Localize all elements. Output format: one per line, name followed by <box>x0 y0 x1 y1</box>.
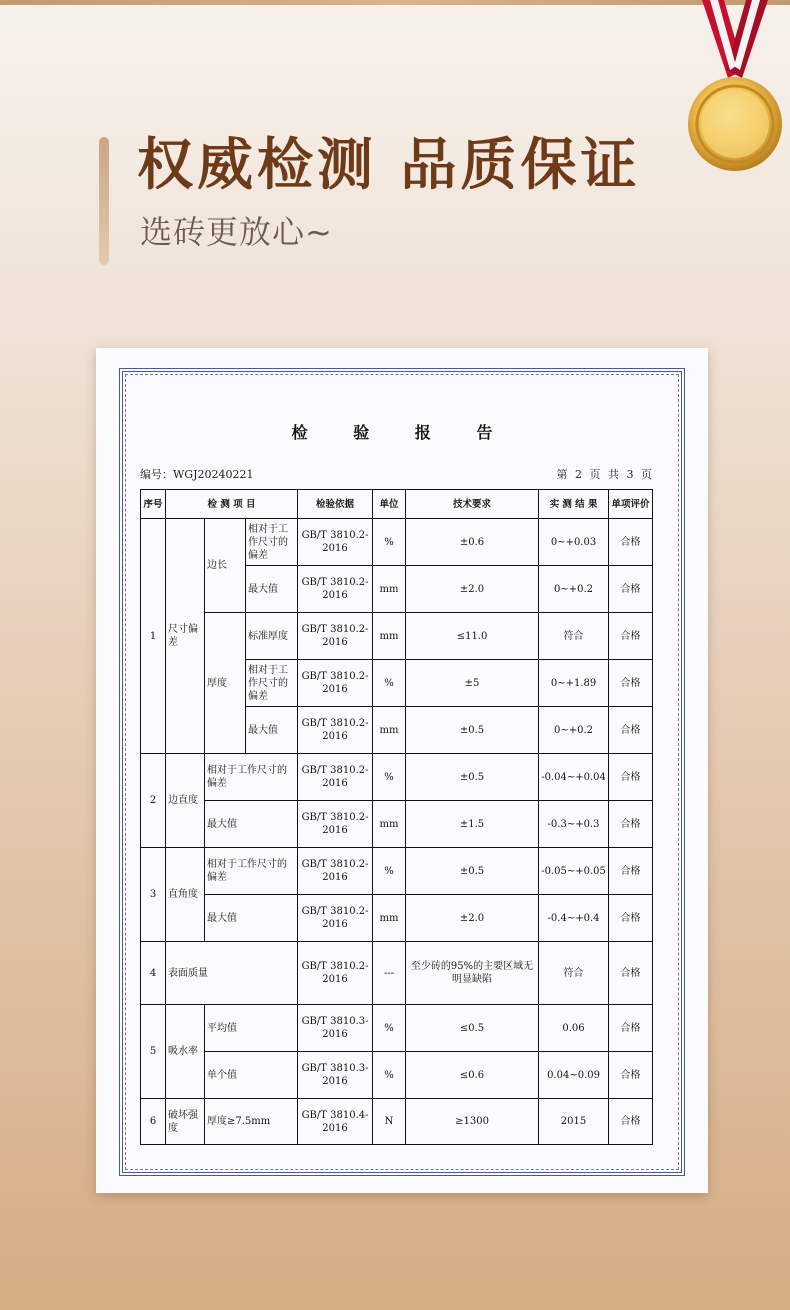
basis-cell: GB/T 3810.2-2016 <box>298 942 373 1005</box>
headline: 权威检测 品质保证 <box>137 133 641 198</box>
group-seq: 6 <box>141 1099 166 1145</box>
result-cell: 0.06 <box>539 1005 609 1052</box>
header-seq: 序号 <box>141 490 166 519</box>
result-cell: 0~+1.89 <box>539 660 609 707</box>
table-row <box>141 1099 653 1145</box>
verdict-cell: 合格 <box>609 566 653 613</box>
basis-cell: GB/T 3810.2-2016 <box>298 895 373 942</box>
unit-cell: % <box>373 1005 406 1052</box>
item-cell: 平均值 <box>205 1005 298 1052</box>
result-cell: -0.05~+0.05 <box>539 848 609 895</box>
requirement-cell: ±2.0 <box>406 566 539 613</box>
verdict-cell: 合格 <box>609 754 653 801</box>
unit-cell: mm <box>373 707 406 754</box>
result-cell: -0.04~+0.04 <box>539 754 609 801</box>
subgroup-name: 厚度 <box>205 613 246 754</box>
top-decor-band <box>0 0 790 5</box>
unit-cell: mm <box>373 895 406 942</box>
requirement-cell: ±0.6 <box>406 519 539 566</box>
requirement-cell: ≤0.6 <box>406 1052 539 1099</box>
table-row <box>141 801 653 848</box>
item-cell: 单个值 <box>205 1052 298 1099</box>
verdict-cell: 合格 <box>609 660 653 707</box>
inspection-report <box>96 348 708 1193</box>
requirement-cell: ±1.5 <box>406 801 539 848</box>
unit-cell: --- <box>373 942 406 1005</box>
header-item: 检 测 项 目 <box>166 490 298 519</box>
unit-cell: % <box>373 848 406 895</box>
table-row <box>141 848 653 895</box>
subgroup-name: 边长 <box>205 519 246 613</box>
result-cell: 2015 <box>539 1099 609 1145</box>
result-cell: 0~+0.03 <box>539 519 609 566</box>
header-requirement: 技术要求 <box>406 490 539 519</box>
item-cell: 相对于工作尺寸的偏差 <box>205 754 298 801</box>
result-cell: -0.3~+0.3 <box>539 801 609 848</box>
requirement-cell: ±0.5 <box>406 754 539 801</box>
result-cell: 0~+0.2 <box>539 566 609 613</box>
basis-cell: GB/T 3810.4-2016 <box>298 1099 373 1145</box>
header-result: 实 测 结 果 <box>539 490 609 519</box>
verdict-cell: 合格 <box>609 1005 653 1052</box>
report-number: 编号：WGJ20240221 <box>140 468 254 481</box>
requirement-cell: ±5 <box>406 660 539 707</box>
basis-cell: GB/T 3810.2-2016 <box>298 613 373 660</box>
group-seq: 5 <box>141 1005 166 1099</box>
table-row <box>141 754 653 801</box>
item-cell: 标准厚度 <box>246 613 298 660</box>
basis-cell: GB/T 3810.2-2016 <box>298 519 373 566</box>
table-row <box>141 942 653 1005</box>
requirement-cell: ≤11.0 <box>406 613 539 660</box>
group-name: 直角度 <box>166 848 205 942</box>
header-verdict: 单项评价 <box>609 490 653 519</box>
verdict-cell: 合格 <box>609 1099 653 1145</box>
verdict-cell: 合格 <box>609 895 653 942</box>
report-title: 检 验 报 告 <box>291 423 513 442</box>
requirement-cell: 至少砖的95%的主要区域无明显缺陷 <box>406 942 539 1005</box>
group-name: 边直度 <box>166 754 205 848</box>
table-row <box>141 519 653 566</box>
header-basis: 检验依据 <box>298 490 373 519</box>
unit-cell: % <box>373 519 406 566</box>
table-row <box>141 1005 653 1052</box>
unit-cell: mm <box>373 566 406 613</box>
requirement-cell: ±0.5 <box>406 848 539 895</box>
basis-cell: GB/T 3810.2-2016 <box>298 801 373 848</box>
unit-cell: mm <box>373 801 406 848</box>
item-cell: 最大值 <box>205 895 298 942</box>
item-cell: 最大值 <box>246 707 298 754</box>
report-page-info: 第 2 页 共 3 页 <box>556 468 652 481</box>
header-unit: 单位 <box>373 490 406 519</box>
result-cell: 符合 <box>539 613 609 660</box>
basis-cell: GB/T 3810.2-2016 <box>298 707 373 754</box>
result-cell: 符合 <box>539 942 609 1005</box>
verdict-cell: 合格 <box>609 613 653 660</box>
requirement-cell: ≥1300 <box>406 1099 539 1145</box>
verdict-cell: 合格 <box>609 942 653 1005</box>
group-name: 尺寸偏差 <box>166 519 205 754</box>
unit-cell: mm <box>373 613 406 660</box>
unit-cell: % <box>373 754 406 801</box>
result-cell: 0.04~0.09 <box>539 1052 609 1099</box>
item-cell: 相对于工作尺寸的偏差 <box>205 848 298 895</box>
basis-cell: GB/T 3810.2-2016 <box>298 754 373 801</box>
group-seq: 3 <box>141 848 166 942</box>
unit-cell: % <box>373 660 406 707</box>
requirement-cell: ±0.5 <box>406 707 539 754</box>
basis-cell: GB/T 3810.3-2016 <box>298 1052 373 1099</box>
inspection-table <box>140 489 653 1145</box>
table-row <box>141 895 653 942</box>
basis-cell: GB/T 3810.2-2016 <box>298 660 373 707</box>
verdict-cell: 合格 <box>609 1052 653 1099</box>
table-row <box>141 613 653 660</box>
item-cell: 相对于工作尺寸的偏差 <box>246 519 298 566</box>
subheadline: 选砖更放心~ <box>140 213 333 251</box>
result-cell: 0~+0.2 <box>539 707 609 754</box>
group-name: 吸水率 <box>166 1005 205 1099</box>
unit-cell: % <box>373 1052 406 1099</box>
verdict-cell: 合格 <box>609 801 653 848</box>
group-seq: 4 <box>141 942 166 1005</box>
group-name: 破坏强度 <box>166 1099 205 1145</box>
item-cell: 最大值 <box>246 566 298 613</box>
result-cell: -0.4~+0.4 <box>539 895 609 942</box>
group-seq: 2 <box>141 754 166 848</box>
requirement-cell: ≤0.5 <box>406 1005 539 1052</box>
verdict-cell: 合格 <box>609 707 653 754</box>
basis-cell: GB/T 3810.3-2016 <box>298 1005 373 1052</box>
item-cell: 相对于工作尺寸的偏差 <box>246 660 298 707</box>
unit-cell: N <box>373 1099 406 1145</box>
table-header <box>141 490 653 519</box>
item-cell: 厚度≥7.5mm <box>205 1099 298 1145</box>
group-seq: 1 <box>141 519 166 754</box>
verdict-cell: 合格 <box>609 848 653 895</box>
headline-accent-bar <box>99 137 109 265</box>
table-row <box>141 1052 653 1099</box>
group-name: 表面质量 <box>166 942 298 1005</box>
basis-cell: GB/T 3810.2-2016 <box>298 848 373 895</box>
item-cell: 最大值 <box>205 801 298 848</box>
requirement-cell: ±2.0 <box>406 895 539 942</box>
verdict-cell: 合格 <box>609 519 653 566</box>
basis-cell: GB/T 3810.2-2016 <box>298 566 373 613</box>
